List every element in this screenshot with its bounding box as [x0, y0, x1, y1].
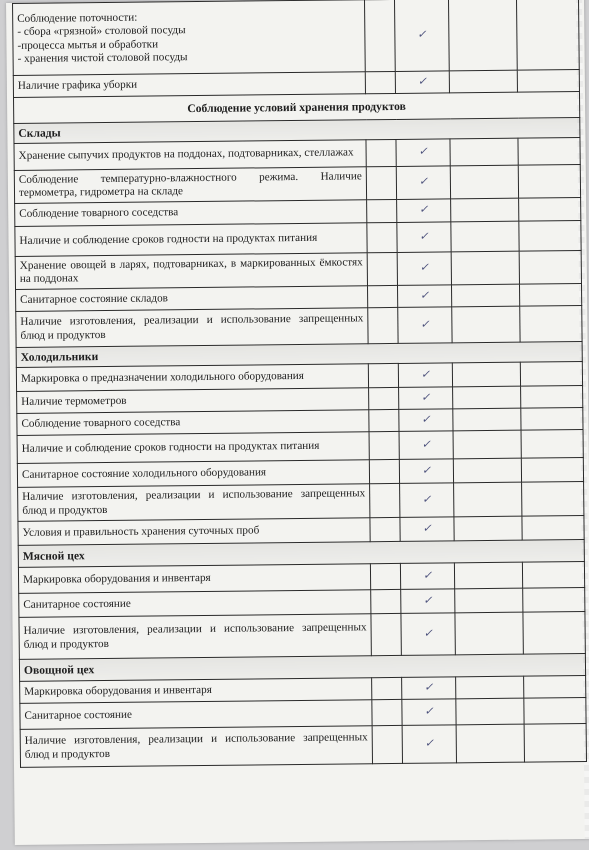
empty-cell — [522, 516, 584, 541]
empty-cell — [366, 139, 396, 166]
empty-cell — [365, 0, 396, 72]
empty-cell — [524, 723, 586, 762]
empty-cell — [517, 70, 579, 93]
check-mark: ✓ — [398, 363, 452, 388]
empty-cell — [521, 386, 583, 409]
empty-cell — [448, 0, 517, 71]
checklist-row — [20, 723, 586, 767]
empty-cell — [449, 70, 517, 93]
criterion-text: Санитарное состояние холодильного оборудования — [17, 460, 369, 488]
section-title: Соблюдение условий хранения продуктов — [14, 92, 580, 124]
check-mark: ✓ — [397, 285, 451, 308]
empty-cell — [367, 199, 397, 222]
criterion-text: Наличие изготовления, реализации и использование запрещенных блюд и продуктов — [19, 614, 371, 660]
check-mark: ✓ — [396, 139, 450, 167]
check-mark: ✓ — [402, 699, 456, 726]
empty-cell — [519, 284, 581, 307]
empty-cell — [521, 458, 583, 483]
empty-cell — [451, 284, 519, 307]
document-page — [6, 0, 589, 845]
empty-cell — [519, 198, 581, 222]
empty-cell — [452, 306, 520, 343]
empty-cell — [521, 408, 583, 431]
empty-cell — [524, 697, 586, 724]
empty-cell — [453, 386, 521, 409]
empty-cell — [369, 431, 399, 459]
check-mark: ✓ — [397, 199, 451, 223]
empty-cell — [519, 221, 581, 252]
check-mark: ✓ — [397, 222, 451, 253]
criterion-text: Наличие графика уборки — [13, 72, 365, 98]
check-mark: ✓ — [402, 677, 456, 700]
empty-cell — [365, 71, 395, 93]
empty-cell — [455, 588, 523, 613]
criterion-text: Маркировка о предназначении холодильного оборудования — [16, 364, 368, 392]
empty-cell — [451, 198, 519, 222]
check-mark: ✓ — [396, 166, 450, 200]
criterion-text: Соблюдение товарного соседства — [17, 410, 369, 436]
empty-cell — [518, 165, 580, 199]
empty-cell — [522, 482, 584, 517]
criterion-line: - хранения чистой столовой посуды — [17, 51, 188, 65]
check-mark: ✓ — [398, 307, 452, 344]
empty-cell — [367, 285, 397, 307]
empty-cell — [371, 589, 401, 613]
empty-cell — [372, 699, 402, 725]
empty-cell — [516, 0, 579, 70]
criterion-text: Соблюдение температурно-влажностного режима. Наличие термометра, гидрометра на складе — [14, 167, 366, 204]
empty-cell — [456, 724, 524, 763]
criterion-text: Соблюдение товарного соседства — [15, 200, 367, 227]
check-mark: ✓ — [395, 71, 449, 94]
empty-cell — [368, 307, 398, 343]
empty-cell — [372, 677, 402, 699]
empty-cell — [367, 252, 397, 285]
check-mark: ✓ — [397, 252, 451, 286]
criterion-text: Наличие и соблюдение сроков годности на продуктах питания — [15, 223, 367, 257]
criterion-text: Наличие изготовления, реализации и использование запрещенных блюд и продуктов — [18, 484, 370, 522]
empty-cell — [522, 562, 584, 589]
criterion-text: Санитарное состояние — [20, 700, 372, 730]
criterion-text: Наличие термометров — [17, 388, 369, 414]
empty-cell — [368, 363, 398, 387]
empty-cell — [369, 459, 399, 483]
empty-cell — [453, 430, 521, 459]
checklist-row — [19, 611, 585, 659]
empty-cell — [370, 563, 400, 589]
subsection-title: Склады — [14, 118, 580, 144]
check-mark: ✓ — [399, 409, 453, 432]
check-mark: ✓ — [399, 459, 453, 484]
criterion-text: Маркировка оборудования и инвентаря — [20, 678, 372, 704]
empty-cell — [454, 482, 522, 517]
empty-cell — [450, 138, 518, 166]
criterion-text: Маркировка оборудования и инвентаря — [18, 564, 370, 594]
empty-cell — [453, 408, 521, 431]
empty-cell — [371, 613, 401, 655]
check-mark: ✓ — [401, 613, 455, 656]
empty-cell — [456, 698, 524, 725]
checklist-row — [16, 306, 582, 348]
empty-cell — [453, 458, 521, 483]
criterion-text: Наличие изготовления, реализации и использование запрещенных блюд и продуктов — [16, 308, 368, 348]
criterion-text: Санитарное состояние складов — [16, 286, 368, 312]
checklist-row — [13, 0, 580, 75]
empty-cell — [452, 362, 520, 387]
empty-cell — [370, 483, 400, 517]
criterion-text: Наличие и соблюдение сроков годности на продуктах питания — [17, 432, 369, 464]
check-mark: ✓ — [399, 387, 453, 410]
empty-cell — [455, 612, 523, 655]
empty-cell — [456, 676, 524, 699]
criterion-text: Хранение овощей в ларях, подтоварниках, в маркированных ёмкостях на поддонах — [15, 253, 367, 290]
empty-cell — [367, 222, 397, 252]
inspection-checklist-table — [12, 0, 587, 768]
empty-cell — [518, 138, 580, 166]
empty-cell — [519, 251, 581, 285]
check-mark: ✓ — [399, 431, 453, 460]
empty-cell — [454, 562, 522, 589]
empty-cell — [523, 611, 585, 654]
criterion-text: Наличие изготовления, реализации и использование запрещенных блюд и продуктов — [20, 726, 372, 768]
check-mark: ✓ — [402, 725, 456, 764]
criterion-line: Соблюдение поточности: — [17, 11, 138, 25]
empty-cell — [524, 675, 586, 698]
empty-cell — [366, 166, 396, 199]
subsection-title: Мясной цех — [18, 540, 584, 568]
check-mark: ✓ — [400, 563, 454, 590]
empty-cell — [523, 587, 585, 612]
empty-cell — [451, 221, 519, 252]
check-mark: ✓ — [401, 589, 455, 614]
criterion-line: -процесса мытья и обработки — [17, 37, 159, 52]
empty-cell — [369, 387, 399, 409]
criterion-text — [13, 0, 366, 75]
check-mark: ✓ — [400, 517, 454, 542]
check-mark: ✓ — [400, 483, 454, 518]
empty-cell — [520, 362, 582, 387]
criterion-line: - сбора «грязной» столовой посуды — [17, 24, 186, 38]
check-mark: ✓ — [394, 0, 449, 71]
empty-cell — [372, 725, 402, 763]
criterion-text: Хранение сыпучих продуктов на поддонах, подтоварниках, стеллажах — [14, 140, 366, 171]
empty-cell — [450, 165, 518, 199]
empty-cell — [521, 430, 583, 459]
criterion-text: Условия и правильность хранения суточных проб — [18, 518, 370, 546]
subsection-title: Холодильники — [16, 342, 582, 368]
empty-cell — [520, 306, 582, 343]
criterion-text: Санитарное состояние — [19, 590, 371, 618]
empty-cell — [370, 517, 400, 541]
empty-cell — [454, 516, 522, 541]
subsection-title: Овощной цех — [19, 653, 585, 681]
empty-cell — [369, 409, 399, 431]
empty-cell — [451, 251, 519, 285]
